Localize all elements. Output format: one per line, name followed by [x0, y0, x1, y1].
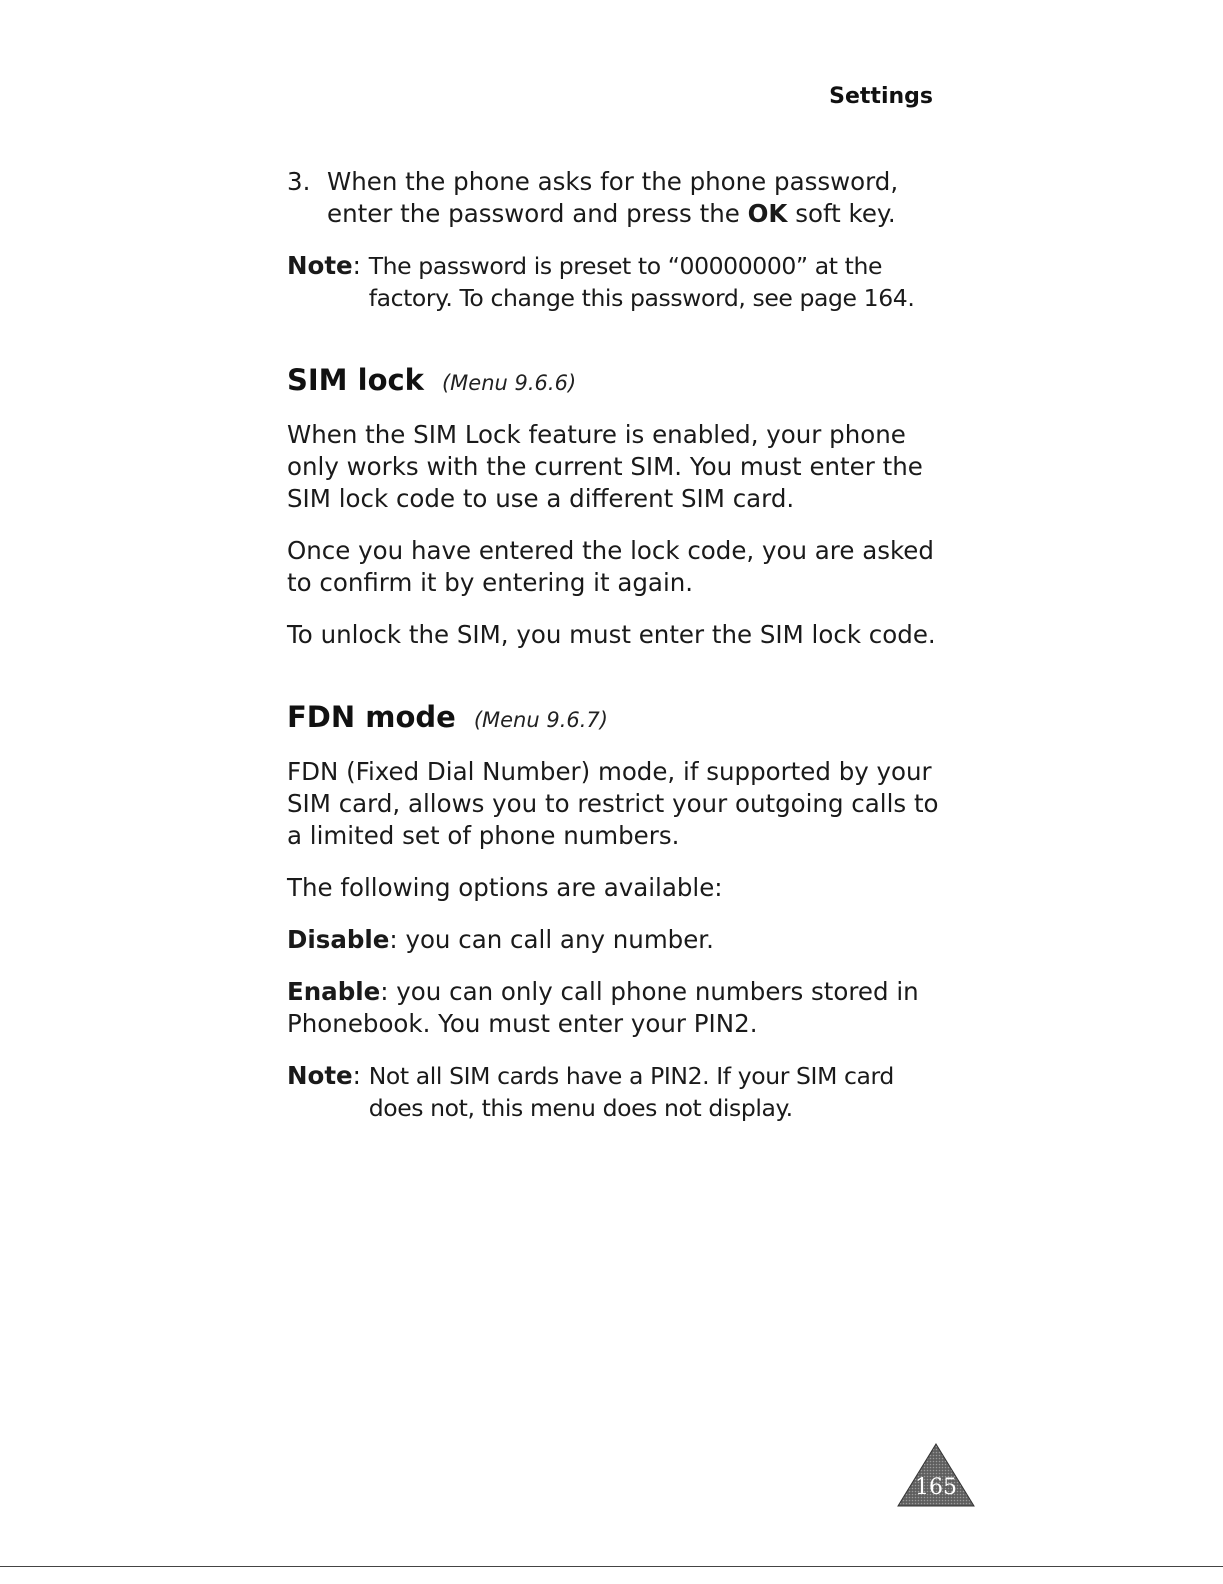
note-colon: :: [352, 1061, 369, 1090]
note-colon: :: [352, 251, 369, 280]
page-number: 165: [915, 1475, 957, 1500]
note-text: The password is preset to “00000000” at the factory. To change this password, see page 164.: [368, 252, 915, 312]
option-description: : you can only call phone numbers stored in Phonebook. You must enter your PIN2.: [287, 977, 919, 1038]
paragraph: The following options are available:: [287, 873, 723, 902]
page-content: [287, 166, 947, 1144]
running-header: Settings: [829, 84, 933, 109]
note-text: Not all SIM cards have a PIN2. If your SIM card does not, this menu does not display.: [368, 1062, 894, 1122]
section-heading-fdn-mode: [287, 701, 947, 736]
step-line-2: [327, 198, 947, 230]
note-label: Note: [287, 1061, 353, 1090]
bottom-rule: [0, 1566, 1223, 1567]
ok-softkey-label: OK: [747, 199, 788, 228]
menu-reference: (Menu 9.6.7): [473, 708, 608, 732]
paragraph: Once you have entered the lock code, you are asked to confirm it by entering it again.: [287, 536, 934, 597]
step-number: 3.: [287, 167, 311, 196]
note-pin2: [287, 1060, 947, 1124]
paragraph: To unlock the SIM, you must enter the SIM lock code.: [287, 620, 936, 649]
section-title: SIM lock: [287, 363, 424, 397]
note-password: [287, 250, 947, 314]
option-disable: [287, 924, 947, 956]
option-label: Disable: [287, 925, 390, 954]
paragraph: FDN (Fixed Dial Number) mode, if supported by your SIM card, allows you to restrict your outgoing calls to a limited set of phone numbers.: [287, 757, 939, 850]
note-label: Note: [287, 251, 353, 280]
option-description: : you can call any number.: [389, 925, 714, 954]
paragraph: When the SIM Lock feature is enabled, your phone only works with the current SIM. You must enter the SIM lock code to use a different SIM card.: [287, 420, 923, 513]
option-label: Enable: [287, 977, 381, 1006]
step-3: [287, 166, 947, 230]
page-number-badge: [896, 1442, 976, 1508]
menu-reference: (Menu 9.6.6): [441, 371, 577, 395]
section-heading-sim-lock: [287, 364, 947, 399]
step-line-2-start: enter the password and press the: [327, 199, 748, 228]
step-line-2-end: soft key.: [787, 199, 896, 228]
option-enable: [287, 976, 947, 1040]
section-title: FDN mode: [287, 700, 456, 734]
step-line-1: When the phone asks for the phone password,: [327, 167, 899, 196]
